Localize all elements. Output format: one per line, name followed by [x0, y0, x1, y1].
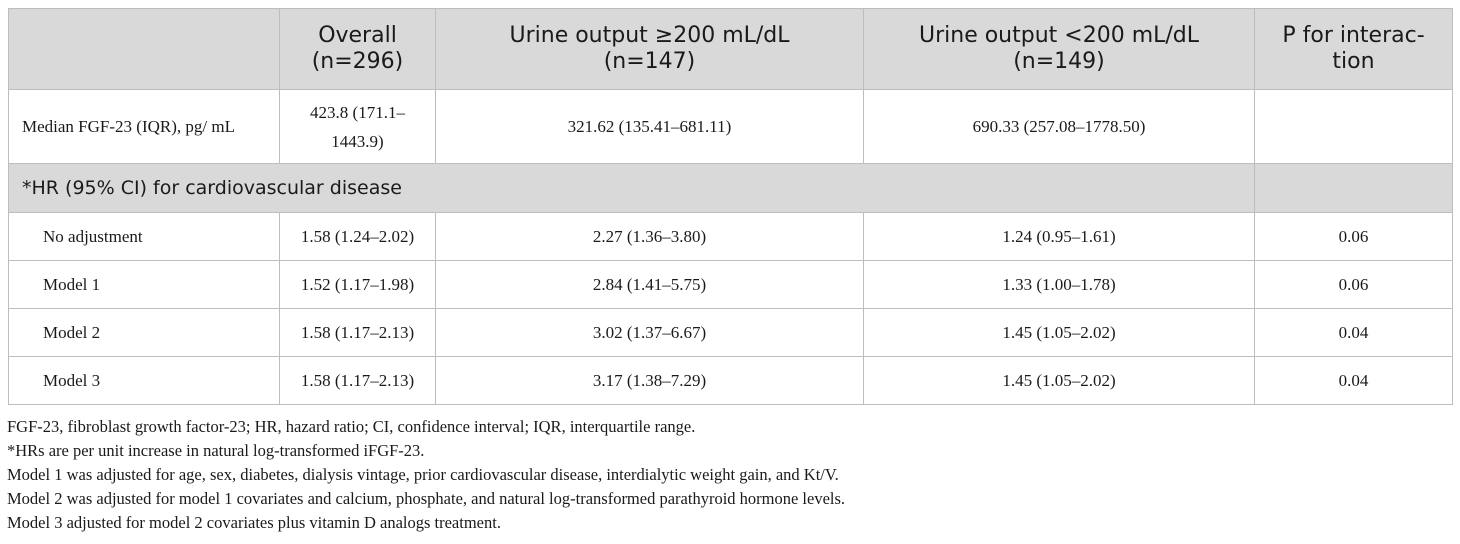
row-label: Median FGF-23 (IQR), pg/ mL: [9, 90, 280, 164]
cell-urine-output-low: 1.24 (0.95–1.61): [864, 213, 1255, 261]
row-label: No adjustment: [9, 213, 280, 261]
cell-urine-output-low: 1.45 (1.05–2.02): [864, 309, 1255, 357]
row-label: Model 2: [9, 309, 280, 357]
cell-urine-output-low: 1.33 (1.00–1.78): [864, 261, 1255, 309]
table-row-model-2: [9, 309, 1453, 357]
footnote-abbreviations: FGF-23, fibroblast growth factor-23; HR, hazard ratio; CI, confidence interval; IQR, interquartile range.: [7, 417, 696, 436]
cell-overall: 1.58 (1.17–2.13): [280, 309, 436, 357]
table-row-median-fgf23: [9, 90, 1453, 164]
cell-urine-output-high: 2.84 (1.41–5.75): [436, 261, 864, 309]
header-urine-output-high: Urine output ≥200 mL/dL (n=147): [436, 9, 864, 90]
row-label: Model 1: [9, 261, 280, 309]
table-section-row: [9, 164, 1453, 213]
header-p-for-interaction: P for interac- tion: [1255, 9, 1453, 90]
cell-p-for-interaction: 0.04: [1255, 309, 1453, 357]
cell-p-for-interaction: 0.06: [1255, 261, 1453, 309]
table-row-no-adjustment: [9, 213, 1453, 261]
cell-p-for-interaction: 0.04: [1255, 357, 1453, 405]
header-urine-output-low: Urine output <200 mL/dL (n=149): [864, 9, 1255, 90]
table-row-model-1: [9, 261, 1453, 309]
cell-urine-output-high: 3.02 (1.37–6.67): [436, 309, 864, 357]
cell-overall: 1.58 (1.17–2.13): [280, 357, 436, 405]
section-label: *HR (95% CI) for cardiovascular disease: [9, 164, 1255, 213]
cell-urine-output-low: 690.33 (257.08–1778.50): [864, 90, 1255, 164]
header-overall: Overall (n=296): [280, 9, 436, 90]
table-footnotes: [7, 415, 1447, 535]
row-label: Model 3: [9, 357, 280, 405]
cell-urine-output-low: 1.45 (1.05–2.02): [864, 357, 1255, 405]
cell-overall: 423.8 (171.1– 1443.9): [280, 90, 436, 164]
section-empty-cell: [1255, 164, 1453, 213]
footnote-hr-definition: *HRs are per unit increase in natural log-transformed iFGF-23.: [7, 441, 425, 460]
cell-p-for-interaction: 0.06: [1255, 213, 1453, 261]
cell-overall: 1.58 (1.24–2.02): [280, 213, 436, 261]
cell-urine-output-high: 3.17 (1.38–7.29): [436, 357, 864, 405]
footnote-model-3: Model 3 adjusted for model 2 covariates plus vitamin D analogs treatment.: [7, 513, 501, 532]
cell-urine-output-high: 321.62 (135.41–681.11): [436, 90, 864, 164]
table-row-model-3: [9, 357, 1453, 405]
cell-overall: 1.52 (1.17–1.98): [280, 261, 436, 309]
header-empty: [9, 9, 280, 90]
fgf23-hr-table: [8, 8, 1453, 405]
footnote-model-1: Model 1 was adjusted for age, sex, diabetes, dialysis vintage, prior cardiovascular disease, interdialytic weight gain, and Kt/V.: [7, 465, 839, 484]
table-header-row: [9, 9, 1453, 90]
cell-p-for-interaction: [1255, 90, 1453, 164]
cell-urine-output-high: 2.27 (1.36–3.80): [436, 213, 864, 261]
footnote-model-2: Model 2 was adjusted for model 1 covariates and calcium, phosphate, and natural log-transformed parathyroid hormone levels.: [7, 489, 846, 508]
